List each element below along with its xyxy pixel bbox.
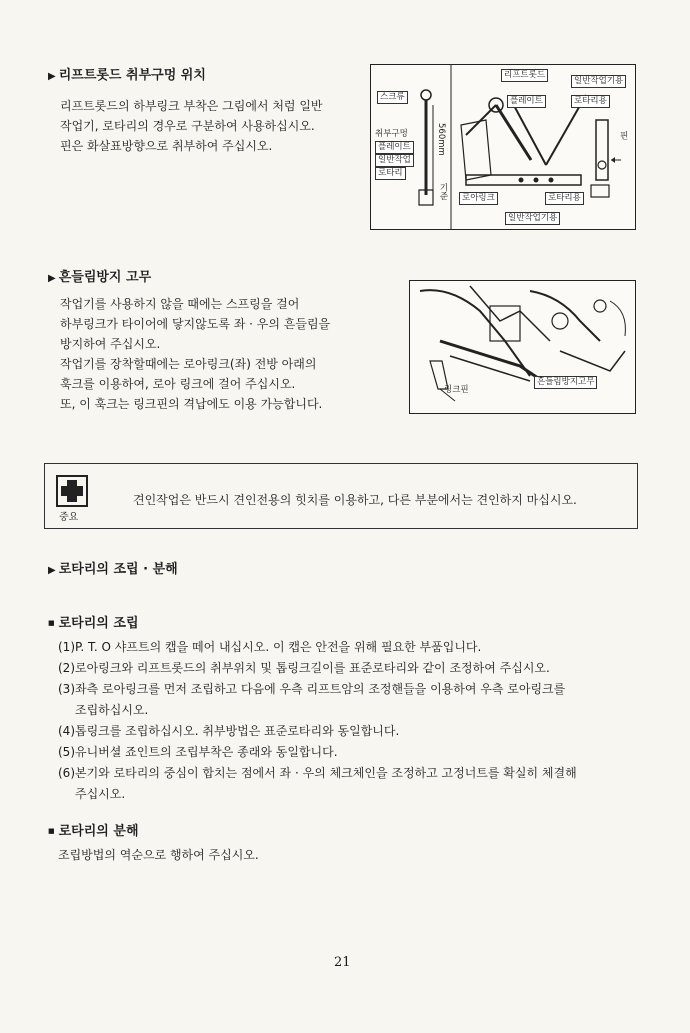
section-title-rotary-disassembly: ■ 로타리의 분해 bbox=[48, 820, 139, 839]
section-title-rotary-assembly: ■ 로타리의 조립 bbox=[48, 612, 139, 631]
label-general-left: 일반작업 bbox=[375, 154, 414, 167]
assembly-step-continued: 조립하십시오. bbox=[75, 703, 149, 717]
label-link-pin: 링크핀 bbox=[444, 385, 469, 395]
rotary-assembly-steps bbox=[58, 637, 577, 805]
label-general-bottom: 일반작업기용 bbox=[505, 212, 560, 225]
important-notice-text: 견인작업은 반드시 견인전용의 힛치를 이용하고, 다른 부분에서는 견인하지 마십시오. bbox=[133, 493, 577, 507]
section-title-anti-sway-rubber: ▶ 흔들림방지 고무 bbox=[48, 266, 151, 285]
text-line: 훅크를 이용하여, 로아 링크에 걸어 주십시오. bbox=[60, 377, 296, 391]
label-general-top: 일반작업기용 bbox=[571, 75, 626, 88]
label-screw: 스크류 bbox=[377, 91, 408, 104]
anti-sway-diagram bbox=[409, 280, 636, 414]
text-line: 하부링크가 타이어에 닿지않도록 좌 · 우의 흔들림을 bbox=[60, 317, 331, 331]
assembly-step: (1)P. T. O 샤프트의 캡을 떼어 내십시오. 이 캡은 안전을 위해 필요한 부품입니다. bbox=[58, 640, 482, 654]
text-line: 방지하여 주십시오. bbox=[60, 337, 161, 351]
assembly-step: (5)유니버셜 죠인트의 조립부착은 종래와 동일합니다. bbox=[58, 745, 338, 759]
section-anti-sway-text bbox=[60, 294, 330, 414]
text-line: 작업기를 사용하지 않을 때에는 스프링을 걸어 bbox=[60, 297, 300, 311]
label-dimension-base: 기준 bbox=[438, 183, 448, 200]
assembly-step: (6)본기와 로타리의 중심이 합치는 점에서 좌 · 우의 체크체인을 조정하고 고정너트를 확실히 체결해 bbox=[58, 766, 577, 780]
assembly-step: (4)톱링크를 조립하십시오. 취부방법은 표준로타리와 동일합니다. bbox=[58, 724, 400, 738]
text-line: 핀은 화살표방향으로 취부하여 주십시오. bbox=[60, 139, 273, 153]
text-line: 또, 이 훅크는 링크핀의 격납에도 이용 가능합니다. bbox=[60, 397, 323, 411]
label-lower-link: 로아링크 bbox=[459, 192, 498, 205]
assembly-step: (2)로아링크와 리프트롯드의 취부위치 및 톱링크길이를 표준로타리와 같이 조정하여 주십시오. bbox=[58, 661, 550, 675]
label-anti-sway-rubber: 흔들림방지고무 bbox=[534, 376, 597, 389]
label-rotary-top: 로타리용 bbox=[571, 95, 610, 108]
text-line: 작업기를 장착할때에는 로아링크(좌) 전방 아래의 bbox=[60, 357, 317, 371]
label-rotary-left: 로타리 bbox=[375, 167, 406, 180]
section-title-lift-rod-hole: ▶ 리프트롯드 취부구멍 위치 bbox=[48, 64, 206, 83]
important-notice-box bbox=[44, 463, 638, 529]
label-hole: 취부구멍 bbox=[375, 129, 408, 139]
assembly-step-continued: 주십시오. bbox=[75, 787, 126, 801]
label-rotary-bottom: 로타리용 bbox=[545, 192, 584, 205]
important-cross-icon bbox=[55, 474, 89, 508]
page-number: 21 bbox=[334, 955, 351, 970]
label-dimension: 560mm bbox=[436, 123, 446, 156]
section-title-rotary-assembly-disassembly: ▶ 로타리의 조립 · 분해 bbox=[48, 558, 178, 577]
label-pin: 핀 bbox=[618, 131, 628, 140]
text-line: 작업기, 로타리의 경우로 구분하여 사용하십시오. bbox=[60, 119, 315, 133]
important-badge: 중요 bbox=[59, 512, 79, 523]
section-lift-rod-text bbox=[60, 96, 323, 156]
lift-rod-diagram bbox=[370, 64, 636, 230]
label-lift-rod: 리프트롯드 bbox=[501, 69, 548, 82]
rotary-disassembly-text: 조립방법의 역순으로 행하여 주십시오. bbox=[58, 848, 259, 862]
label-plate-right: 플레이트 bbox=[507, 95, 546, 108]
assembly-step: (3)좌측 로아링크를 먼저 조립하고 다음에 우측 리프트암의 조정핸들을 이용하여 우측 로아링크를 bbox=[58, 682, 566, 696]
label-plate-left: 플레이트 bbox=[375, 141, 414, 154]
text-line: 리프트롯드의 하부링크 부착은 그림에서 처럼 일반 bbox=[60, 99, 323, 113]
